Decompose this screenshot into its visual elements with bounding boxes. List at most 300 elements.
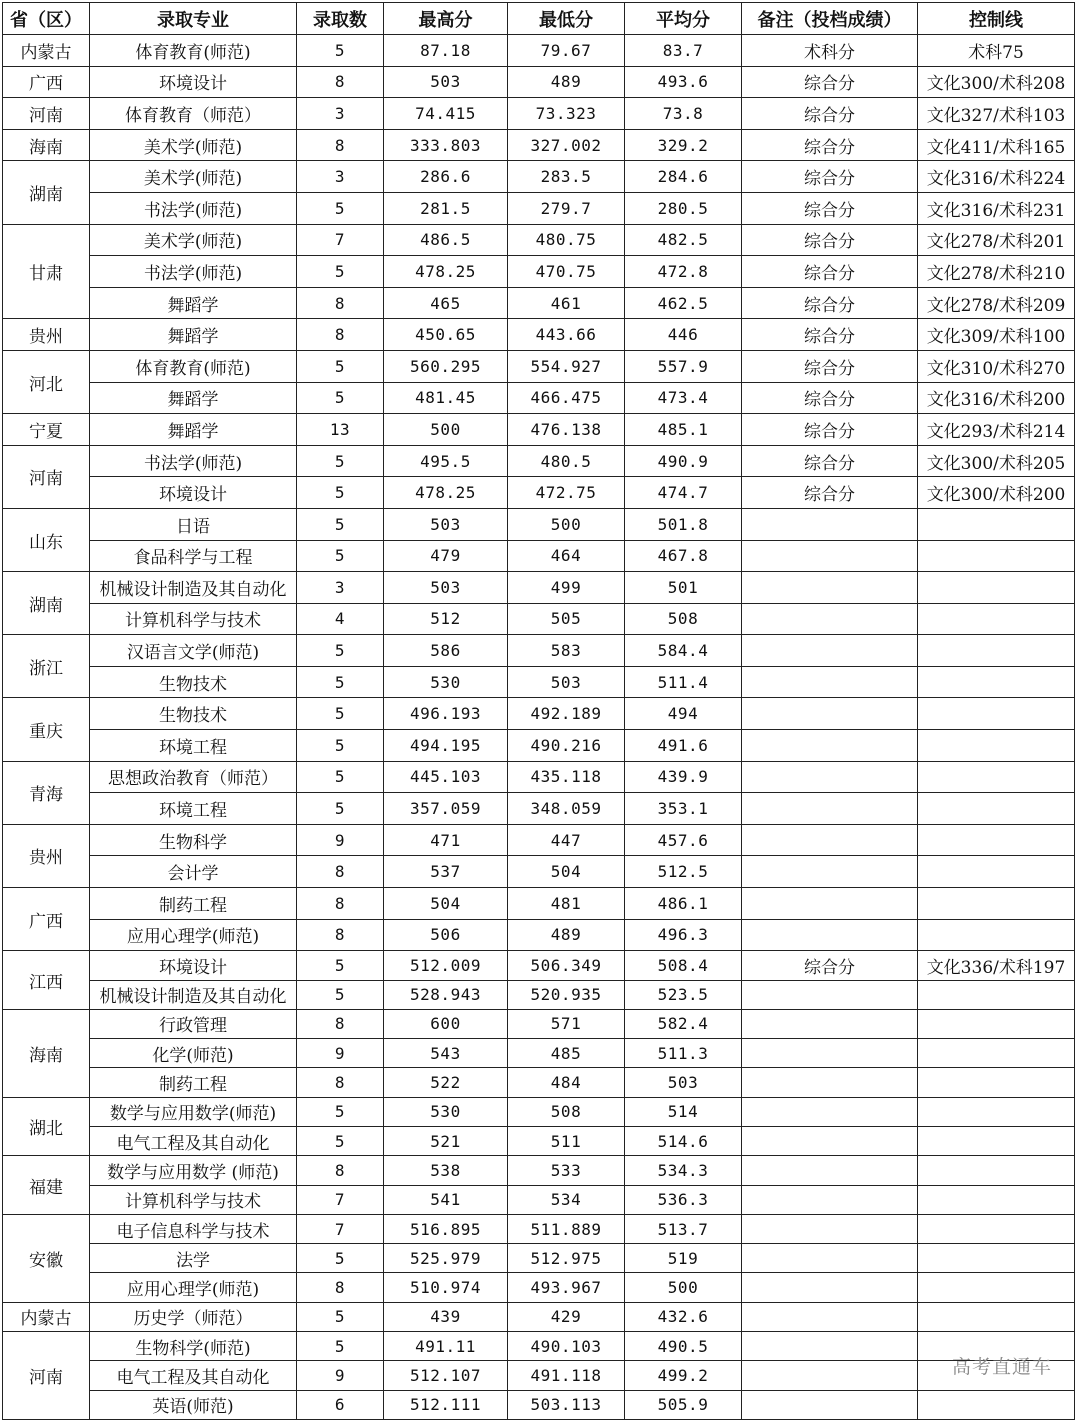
table-row: [3, 1273, 1075, 1302]
province-cell: 宁夏: [3, 414, 90, 446]
highest-score-cell: 494.195: [384, 730, 508, 762]
table-row: [3, 129, 1075, 161]
admitted-count-cell: 3: [297, 98, 384, 130]
admitted-count-cell: 5: [297, 793, 384, 825]
control-line-cell: [918, 666, 1075, 698]
remark-cell: 综合分: [742, 382, 918, 414]
remark-cell: [742, 761, 918, 793]
average-score-cell: 482.5: [625, 224, 742, 256]
control-line-cell: 文化316/术科231: [918, 192, 1075, 224]
control-line-cell: [918, 1039, 1075, 1068]
major-cell: 化学(师范): [90, 1039, 297, 1068]
lowest-score-cell: 492.189: [508, 698, 625, 730]
control-line-cell: [918, 1185, 1075, 1214]
highest-score-cell: 503: [384, 66, 508, 98]
table-row: [3, 888, 1075, 920]
highest-score-cell: 445.103: [384, 761, 508, 793]
control-line-cell: 文化309/术科100: [918, 319, 1075, 351]
table-row: [3, 319, 1075, 351]
remark-cell: 综合分: [742, 161, 918, 193]
table-body: [3, 35, 1075, 1420]
highest-score-cell: 286.6: [384, 161, 508, 193]
major-cell: 计算机科学与技术: [90, 1185, 297, 1214]
highest-score-cell: 486.5: [384, 224, 508, 256]
admitted-count-cell: 8: [297, 888, 384, 920]
province-cell: 海南: [3, 1009, 90, 1097]
table-row: [3, 824, 1075, 856]
admitted-count-cell: 5: [297, 540, 384, 572]
admitted-count-cell: 5: [297, 382, 384, 414]
province-cell: 湖南: [3, 161, 90, 224]
province-cell: 重庆: [3, 698, 90, 761]
remark-cell: 综合分: [742, 224, 918, 256]
table-row: [3, 951, 1075, 980]
control-line-cell: [918, 1097, 1075, 1126]
control-line-cell: [918, 572, 1075, 604]
major-cell: 美术学(师范): [90, 161, 297, 193]
table-row: [3, 856, 1075, 888]
control-line-cell: [918, 1214, 1075, 1243]
province-cell: 河北: [3, 350, 90, 413]
highest-score-cell: 512.107: [384, 1361, 508, 1390]
admitted-count-cell: 8: [297, 919, 384, 951]
control-line-cell: [918, 1302, 1075, 1331]
major-cell: 数学与应用数学(师范): [90, 1097, 297, 1126]
highest-score-cell: 516.895: [384, 1214, 508, 1243]
province-cell: 浙江: [3, 635, 90, 698]
admitted-count-cell: 8: [297, 1156, 384, 1185]
average-score-cell: 513.7: [625, 1214, 742, 1243]
lowest-score-cell: 480.75: [508, 224, 625, 256]
control-line-cell: 文化278/术科201: [918, 224, 1075, 256]
control-line-cell: 文化336/术科197: [918, 951, 1075, 980]
control-line-cell: 文化327/术科103: [918, 98, 1075, 130]
control-line-cell: 文化300/术科200: [918, 477, 1075, 509]
admitted-count-cell: 5: [297, 1332, 384, 1361]
lowest-score-cell: 484: [508, 1068, 625, 1097]
major-cell: 舞蹈学: [90, 319, 297, 351]
major-cell: 行政管理: [90, 1009, 297, 1038]
remark-cell: [742, 730, 918, 762]
table-row: [3, 161, 1075, 193]
table-row: [3, 698, 1075, 730]
highest-score-cell: 525.979: [384, 1244, 508, 1273]
major-cell: 舞蹈学: [90, 382, 297, 414]
lowest-score-cell: 500: [508, 508, 625, 540]
major-cell: 思想政治教育（师范）: [90, 761, 297, 793]
major-cell: 电子信息科学与技术: [90, 1214, 297, 1243]
average-score-cell: 514.6: [625, 1127, 742, 1156]
remark-cell: [742, 698, 918, 730]
province-cell: 河南: [3, 98, 90, 130]
admitted-count-cell: 5: [297, 1097, 384, 1126]
control-line-cell: [918, 793, 1075, 825]
control-line-cell: [918, 730, 1075, 762]
lowest-score-cell: 503: [508, 666, 625, 698]
average-score-cell: 462.5: [625, 287, 742, 319]
admitted-count-cell: 7: [297, 1185, 384, 1214]
major-cell: 美术学(师范): [90, 224, 297, 256]
table-row: [3, 730, 1075, 762]
remark-cell: 综合分: [742, 477, 918, 509]
major-cell: 机械设计制造及其自动化: [90, 980, 297, 1009]
table-row: [3, 1244, 1075, 1273]
province-cell: 贵州: [3, 319, 90, 351]
province-cell: 福建: [3, 1156, 90, 1215]
lowest-score-cell: 511: [508, 1127, 625, 1156]
admitted-count-cell: 5: [297, 508, 384, 540]
average-score-cell: 519: [625, 1244, 742, 1273]
control-line-cell: [918, 919, 1075, 951]
lowest-score-cell: 504: [508, 856, 625, 888]
average-score-cell: 534.3: [625, 1156, 742, 1185]
table-row: [3, 1185, 1075, 1214]
average-score-cell: 491.6: [625, 730, 742, 762]
highest-score-cell: 510.974: [384, 1273, 508, 1302]
control-line-cell: [918, 824, 1075, 856]
province-cell: 内蒙古: [3, 1302, 90, 1331]
lowest-score-cell: 533: [508, 1156, 625, 1185]
major-cell: 食品科学与工程: [90, 540, 297, 572]
major-cell: 环境设计: [90, 477, 297, 509]
remark-cell: [742, 1127, 918, 1156]
lowest-score-cell: 79.67: [508, 35, 625, 67]
major-cell: 历史学（师范）: [90, 1302, 297, 1331]
control-line-cell: 文化316/术科224: [918, 161, 1075, 193]
table-row: [3, 445, 1075, 477]
lowest-score-cell: 505: [508, 603, 625, 635]
admitted-count-cell: 8: [297, 1068, 384, 1097]
table-row: [3, 350, 1075, 382]
lowest-score-cell: 447: [508, 824, 625, 856]
major-cell: 舞蹈学: [90, 287, 297, 319]
highest-score-cell: 530: [384, 666, 508, 698]
major-cell: 日语: [90, 508, 297, 540]
table-row: [3, 477, 1075, 509]
remark-cell: [742, 508, 918, 540]
lowest-score-cell: 481: [508, 888, 625, 920]
admitted-count-cell: 5: [297, 666, 384, 698]
highest-score-cell: 496.193: [384, 698, 508, 730]
lowest-score-cell: 571: [508, 1009, 625, 1038]
remark-cell: [742, 1390, 918, 1419]
admitted-count-cell: 5: [297, 350, 384, 382]
table-row: [3, 35, 1075, 67]
control-line-cell: [918, 540, 1075, 572]
admission-score-table: [2, 2, 1075, 1420]
remark-cell: 综合分: [742, 192, 918, 224]
major-cell: 书法学(师范): [90, 256, 297, 288]
table-row: [3, 980, 1075, 1009]
table-row: [3, 1127, 1075, 1156]
major-cell: 体育教育（师范）: [90, 98, 297, 130]
remark-cell: 综合分: [742, 66, 918, 98]
lowest-score-cell: 443.66: [508, 319, 625, 351]
lowest-score-cell: 520.935: [508, 980, 625, 1009]
highest-score-cell: 495.5: [384, 445, 508, 477]
remark-cell: [742, 888, 918, 920]
highest-score-cell: 74.415: [384, 98, 508, 130]
average-score-cell: 280.5: [625, 192, 742, 224]
average-score-cell: 467.8: [625, 540, 742, 572]
major-cell: 生物科学: [90, 824, 297, 856]
remark-cell: [742, 666, 918, 698]
province-cell: 甘肃: [3, 224, 90, 319]
major-cell: 电气工程及其自动化: [90, 1361, 297, 1390]
control-line-cell: [918, 635, 1075, 667]
admitted-count-cell: 8: [297, 319, 384, 351]
remark-cell: [742, 1273, 918, 1302]
major-cell: 体育教育(师范): [90, 350, 297, 382]
admitted-count-cell: 4: [297, 603, 384, 635]
average-score-cell: 584.4: [625, 635, 742, 667]
lowest-score-cell: 283.5: [508, 161, 625, 193]
remark-cell: [742, 1185, 918, 1214]
major-cell: 英语(师范): [90, 1390, 297, 1419]
highest-score-cell: 357.059: [384, 793, 508, 825]
average-score-cell: 494: [625, 698, 742, 730]
remark-cell: [742, 603, 918, 635]
table-row: [3, 540, 1075, 572]
remark-cell: 综合分: [742, 319, 918, 351]
lowest-score-cell: 583: [508, 635, 625, 667]
major-cell: 体育教育(师范): [90, 35, 297, 67]
average-score-cell: 485.1: [625, 414, 742, 446]
highest-score-cell: 521: [384, 1127, 508, 1156]
admitted-count-cell: 5: [297, 192, 384, 224]
header-province: 省（区）: [3, 3, 90, 35]
highest-score-cell: 503: [384, 572, 508, 604]
highest-score-cell: 541: [384, 1185, 508, 1214]
table-row: [3, 1361, 1075, 1390]
control-line-cell: 文化300/术科205: [918, 445, 1075, 477]
major-cell: 生物技术: [90, 698, 297, 730]
control-line-cell: 文化411/术科165: [918, 129, 1075, 161]
lowest-score-cell: 327.002: [508, 129, 625, 161]
admitted-count-cell: 8: [297, 856, 384, 888]
major-cell: 法学: [90, 1244, 297, 1273]
highest-score-cell: 478.25: [384, 256, 508, 288]
table-row: [3, 1068, 1075, 1097]
average-score-cell: 557.9: [625, 350, 742, 382]
remark-cell: [742, 824, 918, 856]
table-row: [3, 192, 1075, 224]
control-line-cell: [918, 1127, 1075, 1156]
lowest-score-cell: 472.75: [508, 477, 625, 509]
major-cell: 环境设计: [90, 951, 297, 980]
header-remark: 备注（投档成绩）: [742, 3, 918, 35]
lowest-score-cell: 511.889: [508, 1214, 625, 1243]
lowest-score-cell: 429: [508, 1302, 625, 1331]
highest-score-cell: 506: [384, 919, 508, 951]
admitted-count-cell: 5: [297, 445, 384, 477]
average-score-cell: 511.3: [625, 1039, 742, 1068]
province-cell: 海南: [3, 129, 90, 161]
table-row: [3, 224, 1075, 256]
control-line-cell: [918, 603, 1075, 635]
highest-score-cell: 512.009: [384, 951, 508, 980]
average-score-cell: 432.6: [625, 1302, 742, 1331]
remark-cell: [742, 1332, 918, 1361]
lowest-score-cell: 554.927: [508, 350, 625, 382]
province-cell: 广西: [3, 66, 90, 98]
remark-cell: [742, 1156, 918, 1185]
average-score-cell: 501: [625, 572, 742, 604]
major-cell: 汉语言文学(师范): [90, 635, 297, 667]
table-row: [3, 98, 1075, 130]
admitted-count-cell: 5: [297, 477, 384, 509]
lowest-score-cell: 490.216: [508, 730, 625, 762]
highest-score-cell: 512: [384, 603, 508, 635]
lowest-score-cell: 493.967: [508, 1273, 625, 1302]
table-row: [3, 1390, 1075, 1419]
admitted-count-cell: 13: [297, 414, 384, 446]
remark-cell: [742, 572, 918, 604]
lowest-score-cell: 489: [508, 919, 625, 951]
control-line-cell: [918, 888, 1075, 920]
lowest-score-cell: 485: [508, 1039, 625, 1068]
average-score-cell: 284.6: [625, 161, 742, 193]
remark-cell: [742, 1244, 918, 1273]
remark-cell: 综合分: [742, 414, 918, 446]
admitted-count-cell: 3: [297, 161, 384, 193]
table-row: [3, 919, 1075, 951]
major-cell: 制药工程: [90, 1068, 297, 1097]
province-cell: 山东: [3, 508, 90, 571]
average-score-cell: 511.4: [625, 666, 742, 698]
major-cell: 机械设计制造及其自动化: [90, 572, 297, 604]
average-score-cell: 500: [625, 1273, 742, 1302]
major-cell: 生物科学(师范): [90, 1332, 297, 1361]
table-row: [3, 761, 1075, 793]
remark-cell: [742, 1361, 918, 1390]
major-cell: 美术学(师范): [90, 129, 297, 161]
major-cell: 会计学: [90, 856, 297, 888]
remark-cell: 综合分: [742, 445, 918, 477]
table-row: [3, 1009, 1075, 1038]
average-score-cell: 472.8: [625, 256, 742, 288]
table-row: [3, 635, 1075, 667]
lowest-score-cell: 480.5: [508, 445, 625, 477]
lowest-score-cell: 491.118: [508, 1361, 625, 1390]
control-line-cell: [918, 1390, 1075, 1419]
average-score-cell: 501.8: [625, 508, 742, 540]
admitted-count-cell: 5: [297, 730, 384, 762]
average-score-cell: 523.5: [625, 980, 742, 1009]
watermark-text: 高考直通车: [951, 1356, 1052, 1378]
major-cell: 环境设计: [90, 66, 297, 98]
admitted-count-cell: 5: [297, 1127, 384, 1156]
remark-cell: 综合分: [742, 256, 918, 288]
admitted-count-cell: 8: [297, 1009, 384, 1038]
control-line-cell: [918, 1156, 1075, 1185]
province-cell: 青海: [3, 761, 90, 824]
average-score-cell: 512.5: [625, 856, 742, 888]
control-line-cell: [918, 980, 1075, 1009]
remark-cell: [742, 1009, 918, 1038]
remark-cell: 综合分: [742, 129, 918, 161]
lowest-score-cell: 348.059: [508, 793, 625, 825]
table-row: [3, 666, 1075, 698]
admitted-count-cell: 9: [297, 1039, 384, 1068]
average-score-cell: 490.5: [625, 1332, 742, 1361]
control-line-cell: [918, 856, 1075, 888]
table-row: [3, 256, 1075, 288]
table-row: [3, 1039, 1075, 1068]
average-score-cell: 490.9: [625, 445, 742, 477]
highest-score-cell: 503: [384, 508, 508, 540]
remark-cell: [742, 856, 918, 888]
highest-score-cell: 500: [384, 414, 508, 446]
table-row: [3, 287, 1075, 319]
lowest-score-cell: 489: [508, 66, 625, 98]
highest-score-cell: 537: [384, 856, 508, 888]
admitted-count-cell: 7: [297, 224, 384, 256]
admitted-count-cell: 6: [297, 1390, 384, 1419]
remark-cell: [742, 1097, 918, 1126]
control-line-cell: 文化310/术科270: [918, 350, 1075, 382]
table-row: [3, 793, 1075, 825]
control-line-cell: 文化278/术科210: [918, 256, 1075, 288]
highest-score-cell: 600: [384, 1009, 508, 1038]
admitted-count-cell: 5: [297, 980, 384, 1009]
highest-score-cell: 491.11: [384, 1332, 508, 1361]
average-score-cell: 514: [625, 1097, 742, 1126]
average-score-cell: 496.3: [625, 919, 742, 951]
highest-score-cell: 538: [384, 1156, 508, 1185]
admitted-count-cell: 8: [297, 287, 384, 319]
table-row: [3, 1097, 1075, 1126]
remark-cell: [742, 1214, 918, 1243]
admitted-count-cell: 8: [297, 129, 384, 161]
admitted-count-cell: 7: [297, 1214, 384, 1243]
remark-cell: [742, 919, 918, 951]
table-row: [3, 1332, 1075, 1361]
province-cell: 贵州: [3, 824, 90, 887]
average-score-cell: 473.4: [625, 382, 742, 414]
average-score-cell: 353.1: [625, 793, 742, 825]
remark-cell: [742, 1302, 918, 1331]
control-line-cell: [918, 1273, 1075, 1302]
remark-cell: 综合分: [742, 287, 918, 319]
major-cell: 制药工程: [90, 888, 297, 920]
admitted-count-cell: 3: [297, 572, 384, 604]
table-row: [3, 508, 1075, 540]
province-cell: 湖北: [3, 1097, 90, 1156]
major-cell: 电气工程及其自动化: [90, 1127, 297, 1156]
major-cell: 环境工程: [90, 793, 297, 825]
average-score-cell: 536.3: [625, 1185, 742, 1214]
highest-score-cell: 333.803: [384, 129, 508, 161]
highest-score-cell: 478.25: [384, 477, 508, 509]
highest-score-cell: 465: [384, 287, 508, 319]
major-cell: 舞蹈学: [90, 414, 297, 446]
lowest-score-cell: 508: [508, 1097, 625, 1126]
header-lowest-score: 最低分: [508, 3, 625, 35]
highest-score-cell: 560.295: [384, 350, 508, 382]
province-cell: 河南: [3, 445, 90, 508]
average-score-cell: 73.8: [625, 98, 742, 130]
highest-score-cell: 439: [384, 1302, 508, 1331]
province-cell: 内蒙古: [3, 35, 90, 67]
remark-cell: [742, 1039, 918, 1068]
average-score-cell: 83.7: [625, 35, 742, 67]
highest-score-cell: 471: [384, 824, 508, 856]
average-score-cell: 503: [625, 1068, 742, 1097]
admitted-count-cell: 5: [297, 1302, 384, 1331]
average-score-cell: 493.6: [625, 66, 742, 98]
admitted-count-cell: 9: [297, 824, 384, 856]
